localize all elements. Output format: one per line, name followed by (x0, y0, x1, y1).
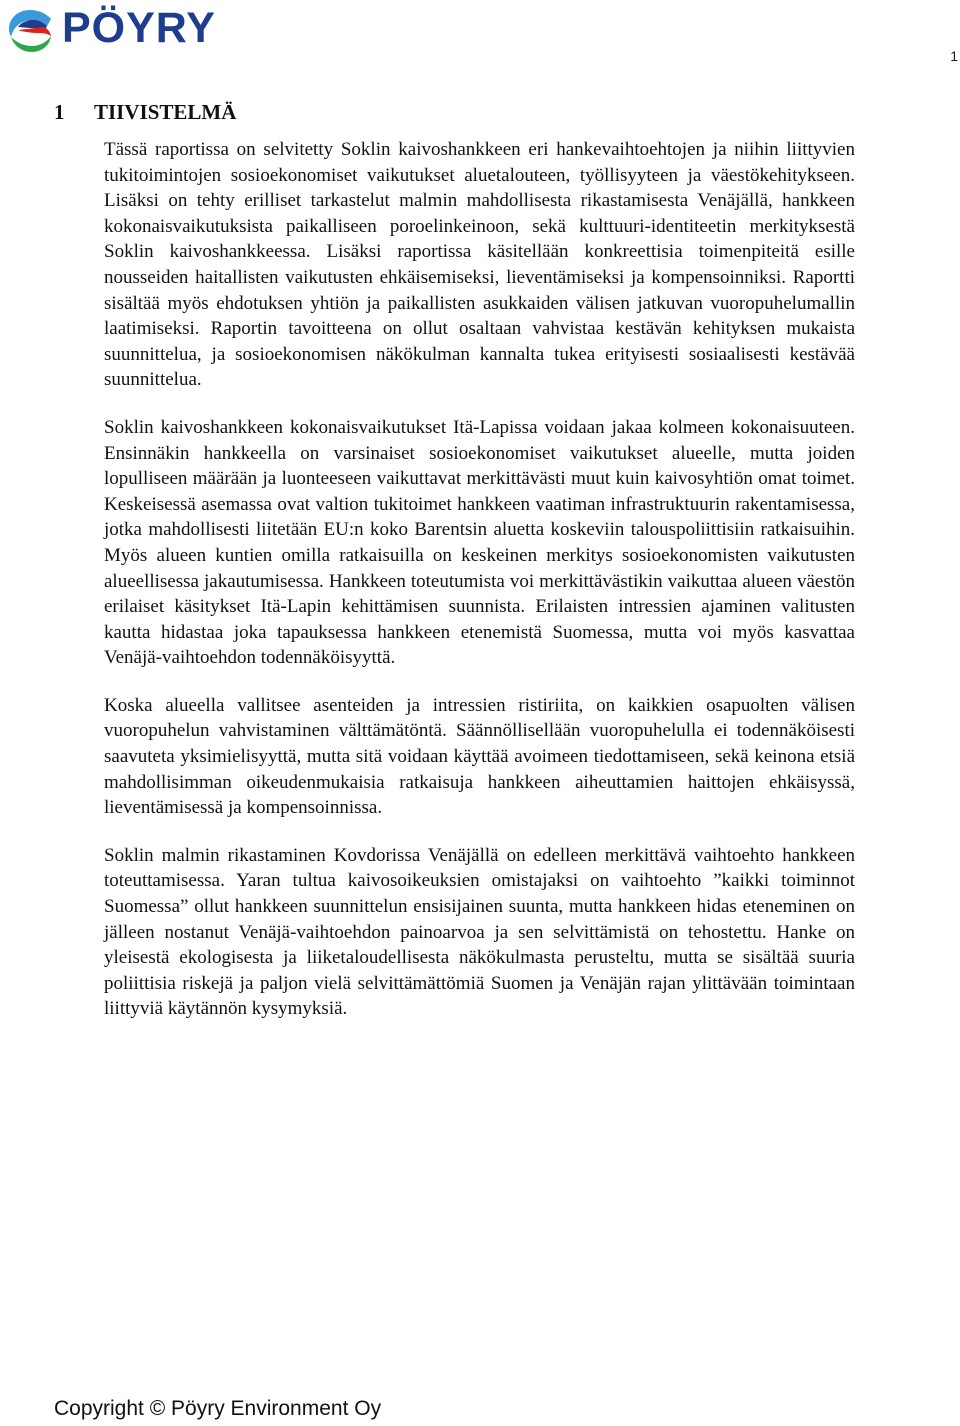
paragraph: Koska alueella vallitsee asenteiden ja intressien ristiriita, on kaikkien osapuolten välisen vuoropuhelun vahvistaminen välttämätöntä. Säännöllisellään vuoropuhelulla ei todennäköisesti saavuteta yksimielisyyttä, mutta sitä voidaan käyttää avoimeen tiedottamiseen, sekä keinona etsiä mahdollisimman oikeudenmukaisia ratkaisuja hankkeen aiheuttamien haittojen ehkäisyssä, lieventämisessä ja kompensoinnissa. (104, 694, 855, 819)
paragraph: Soklin kaivoshankkeen kokonaisvaikutukset Itä-Lapissa voidaan jakaa kolmeen kokonaisuuteen. Ensinnäkin hankkeella on varsinaiset sosioekonomiset vaikutukset alueelle, mutta joiden lopulliseen määrään ja luonteeseen vaikuttavat merkittävästi muut kuin kaivosyhtiön omat toimet. Keskeisessä asemassa ovat valtion tukitoimet hankkeen vaatiman infrastruktuurin rakentamisessa, jotka mahdollisesti liitetään EU:n koko Barentsin aluetta koskeviin talouspoliittisiin ratkaisuihin. Myös alueen kuntien omilla ratkaisuilla on keskeinen merkitys sosioekonomisten vaikutusten alueellisessa jakautumisessa. Hankkeen toteutumista voi merkittävästikin vaikuttaa alueen väestön erilaiset käsitykset Itä-Lapin kehittämisen suunnista. Erilaisten intressien ajaminen valitusten kautta hidastaa joka tapauksessa hankkeen etenemistä Suomessa, mutta voi myös kasvattaa Venäjä-vaihtoehdon todennäköisyyttä. (104, 416, 855, 669)
poyry-swirl-icon (4, 6, 56, 54)
section-title: TIIVISTELMÄ (94, 100, 237, 124)
page-number: 1 (950, 48, 958, 64)
logo-wordmark: PÖYRY (62, 4, 216, 52)
paragraph: Soklin malmin rikastaminen Kovdorissa Venäjällä on edelleen merkittävä vaihtoehto hankkeen toteuttamisessa. Yaran tultua kaivosoikeuksien omistajaksi on vaihtoehto ”kaikki toiminnot Suomessa” ollut hankkeen suunnittelun ensisijainen suunta, mutta hankkeen hidas eteneminen on jälleen nostanut Venäjä-vaihtoehdon painoarvoa ja sen selvittämistä on tehostettu. Hanke on yleisestä ekologisesta ja liiketaloudellisesta näkökulmasta perusteltu, mutta se sisältää suuria poliittisia riskejä ja paljon vielä selvittämättömiä Suomen ja Venäjän rajan ylittävään toimintaan liittyviä käytännön kysymyksiä. (104, 844, 855, 1020)
section-heading (54, 100, 236, 125)
paragraph: Tässä raportissa on selvitetty Soklin kaivoshankkeen eri hankevaihtoehtojen ja niihin liittyvien tukitoimintojen sosioekonomiset vaikutukset aluetalouteen, työllisyyteen ja väestökehitykseen. Lisäksi on tehty erilliset tarkastelut malmin mahdollisesta rikastamisesta Venäjällä, hankkeen kokonaisvaikutuksista paikalliseen poroelinkeinoon, sekä kulttuuri-identiteetin merkityksestä Soklin kaivoshankkeessa. Lisäksi raportissa käsitellään konkreettisia toimenpiteitä esille nousseiden haitallisten vaikutusten ehkäisemiseksi, lieventämiseksi ja kompensoinniksi. Raportti sisältää myös ehdotuksen yhtiön ja paikallisten asukkaiden välisen jatkuvan vuoropuhelumallin laatimiseksi. Raportin tavoitteena on ollut osaltaan vahvistaa kestävän kehityksen mukaista suunnittelua, ja sosioekonomisen näkökulman kannalta tukea erityisesti sosiaalisesti kestävää suunnittelua. (104, 139, 855, 391)
body-text (104, 137, 855, 1044)
section-number: 1 (54, 100, 65, 124)
footer-copyright: Copyright © Pöyry Environment Oy (54, 1397, 382, 1420)
poyry-logo (4, 6, 249, 54)
